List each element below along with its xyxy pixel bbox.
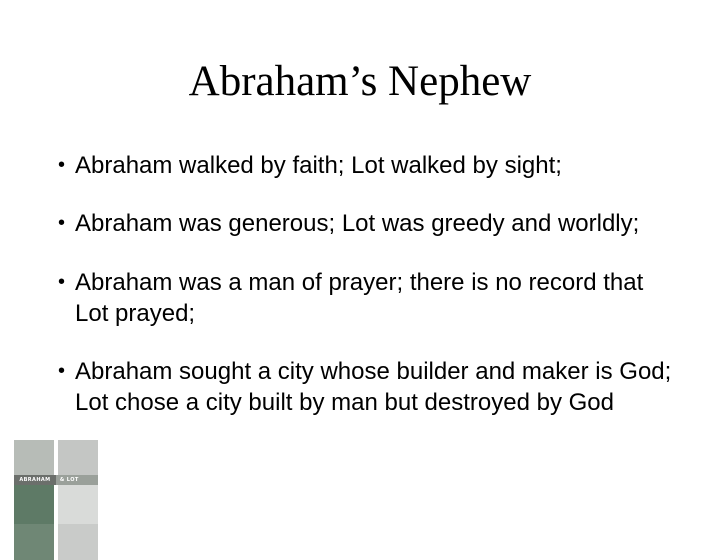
bullet-list [58,150,678,418]
logo-tile [14,524,54,560]
logo-tile [58,482,98,524]
bullet-text: Abraham sought a city whose builder and maker is God; Lot chose a city built by man but destroyed by God [75,358,672,416]
bullet-icon: • [58,271,66,293]
logo-tile [58,524,98,560]
bullet-text: Abraham walked by faith; Lot walked by sight; [75,152,562,179]
slide-title: Abraham’s Nephew [188,58,532,105]
logo-tile [14,482,54,524]
bullet-icon: • [58,154,66,176]
bullet-item [58,150,678,181]
bullet-item [58,267,678,329]
bullet-item [58,356,678,418]
logo-text-left: ABRAHAM [14,475,56,485]
logo-text [14,475,98,485]
bullet-item [58,208,678,239]
logo-text-right: & LOT [56,475,98,485]
bullet-text: Abraham was a man of prayer; there is no record that Lot prayed; [75,269,644,327]
bullet-icon: • [58,212,66,234]
bullet-text: Abraham was generous; Lot was greedy and worldly; [75,210,640,237]
abraham-lot-logo [0,430,110,540]
bullet-icon: • [58,360,66,382]
